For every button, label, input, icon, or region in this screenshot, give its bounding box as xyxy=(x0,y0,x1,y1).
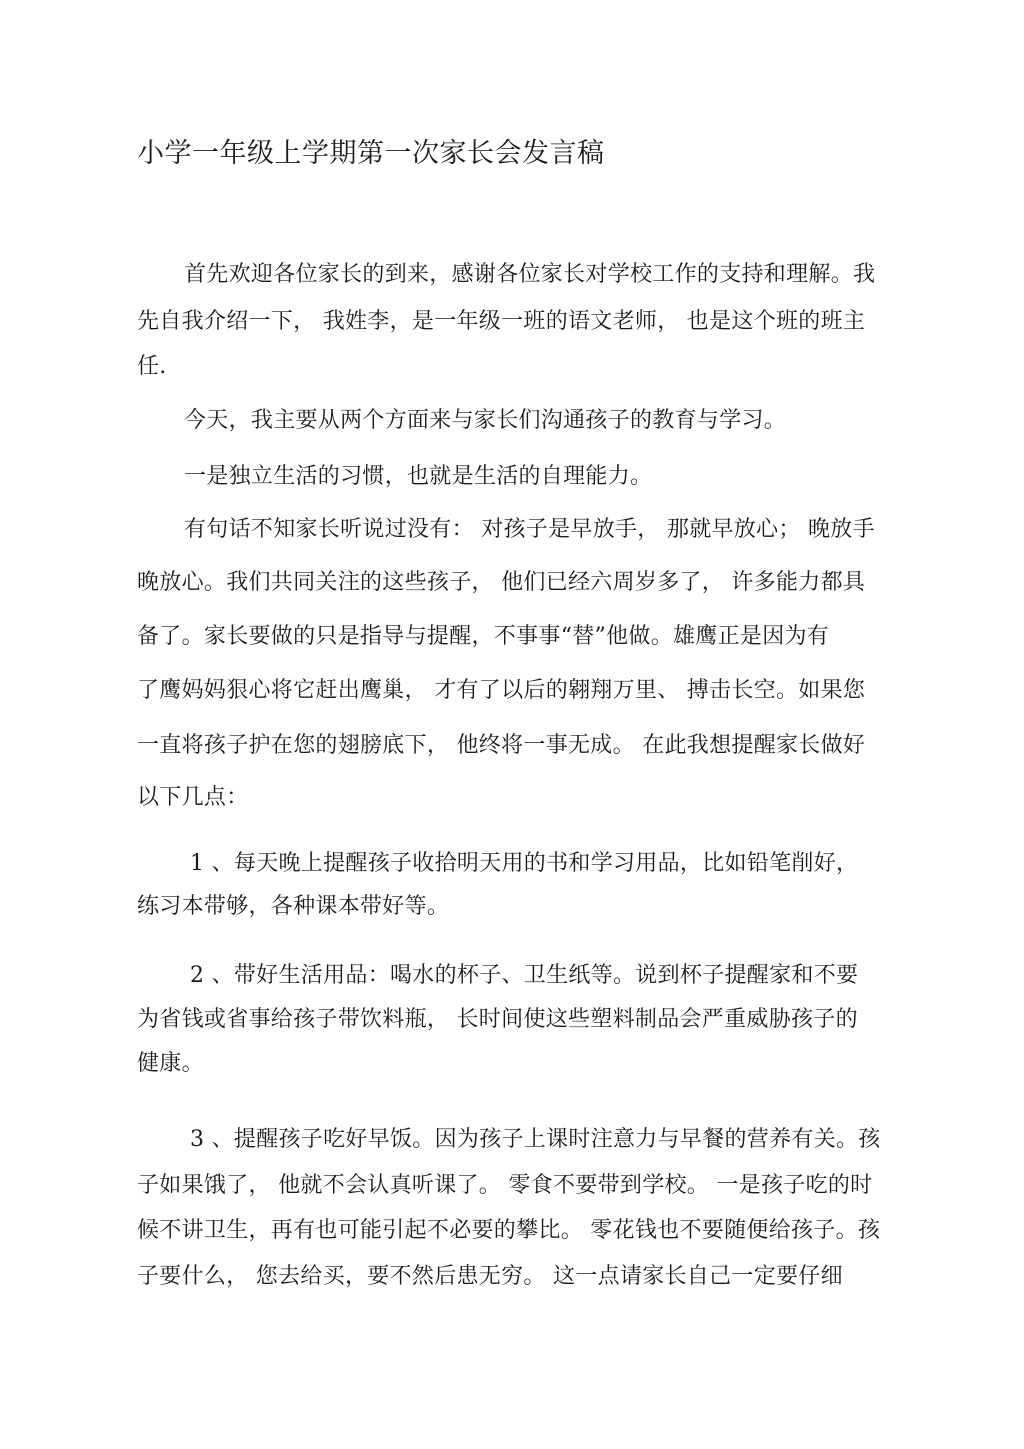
document-title: 小学一年级上学期第一次家长会发言稿 xyxy=(137,138,605,169)
paragraph-line: 晚放心。我们共同关注的这些孩子， 他们已经六周岁多了， 许多能力都具 xyxy=(137,570,866,595)
list-item-line: 子要什么， 您去给买，要不然后患无穷。 这一点请家长自己一定要仔细 xyxy=(137,1264,843,1289)
paragraph-line: 一直将孩子护在您的翅膀底下， 他终将一事无成。 在此我想提醒家长做好 xyxy=(137,733,866,758)
list-item-line: 子如果饿了， 他就不会认真听课了。 零食不要带到学校。 一是孩子吃的时 xyxy=(137,1173,873,1198)
paragraph-line: 任. xyxy=(137,354,167,379)
list-item-line: 健康。 xyxy=(137,1051,204,1076)
paragraph-line: 今天，我主要从两个方面来与家长们沟通孩子的教育与学习。 xyxy=(184,408,787,433)
paragraph-line: 一是独立生活的习惯，也就是生活的自理能力。 xyxy=(184,464,653,489)
list-item-line: 为省钱或省事给孩子带饮料瓶， 长时间使这些塑料制品会严重威胁孩子的 xyxy=(137,1007,858,1032)
paragraph-line: 了鹰妈妈狠心将它赶出鹰巢， 才有了以后的翱翔万里、 搏击长空。如果您 xyxy=(137,678,866,703)
list-item-line: 3 、提醒孩子吃好早饭。因为孩子上课时注意力与早餐的营养有关。孩 xyxy=(190,1127,881,1152)
list-item-line: 1 、每天晚上提醒孩子收拾明天用的书和学习用品，比如铅笔削好， xyxy=(190,851,859,876)
list-item-line: 2 、带好生活用品：喝水的杯子、卫生纸等。说到杯子提醒家和不要 xyxy=(190,963,859,988)
list-item-line: 练习本带够，各种课本带好等。 xyxy=(137,894,450,919)
paragraph-line: 备了。家长要做的只是指导与提醒，不事事“替”他做。雄鹰正是因为有 xyxy=(137,624,830,649)
list-item-line: 候不讲卫生，再有也可能引起不必要的攀比。 零花钱也不要随便给孩子。孩 xyxy=(137,1218,881,1243)
paragraph-line: 先自我介绍一下， 我姓李，是一年级一班的语文老师， 也是这个班的班主 xyxy=(137,309,866,334)
paragraph-line: 首先欢迎各位家长的到来，感谢各位家长对学校工作的支持和理解。我 xyxy=(184,262,876,287)
paragraph-line: 有句话不知家长听说过没有： 对孩子是早放手， 那就早放心； 晚放手 xyxy=(184,517,875,542)
paragraph-line: 以下几点： xyxy=(137,785,249,810)
